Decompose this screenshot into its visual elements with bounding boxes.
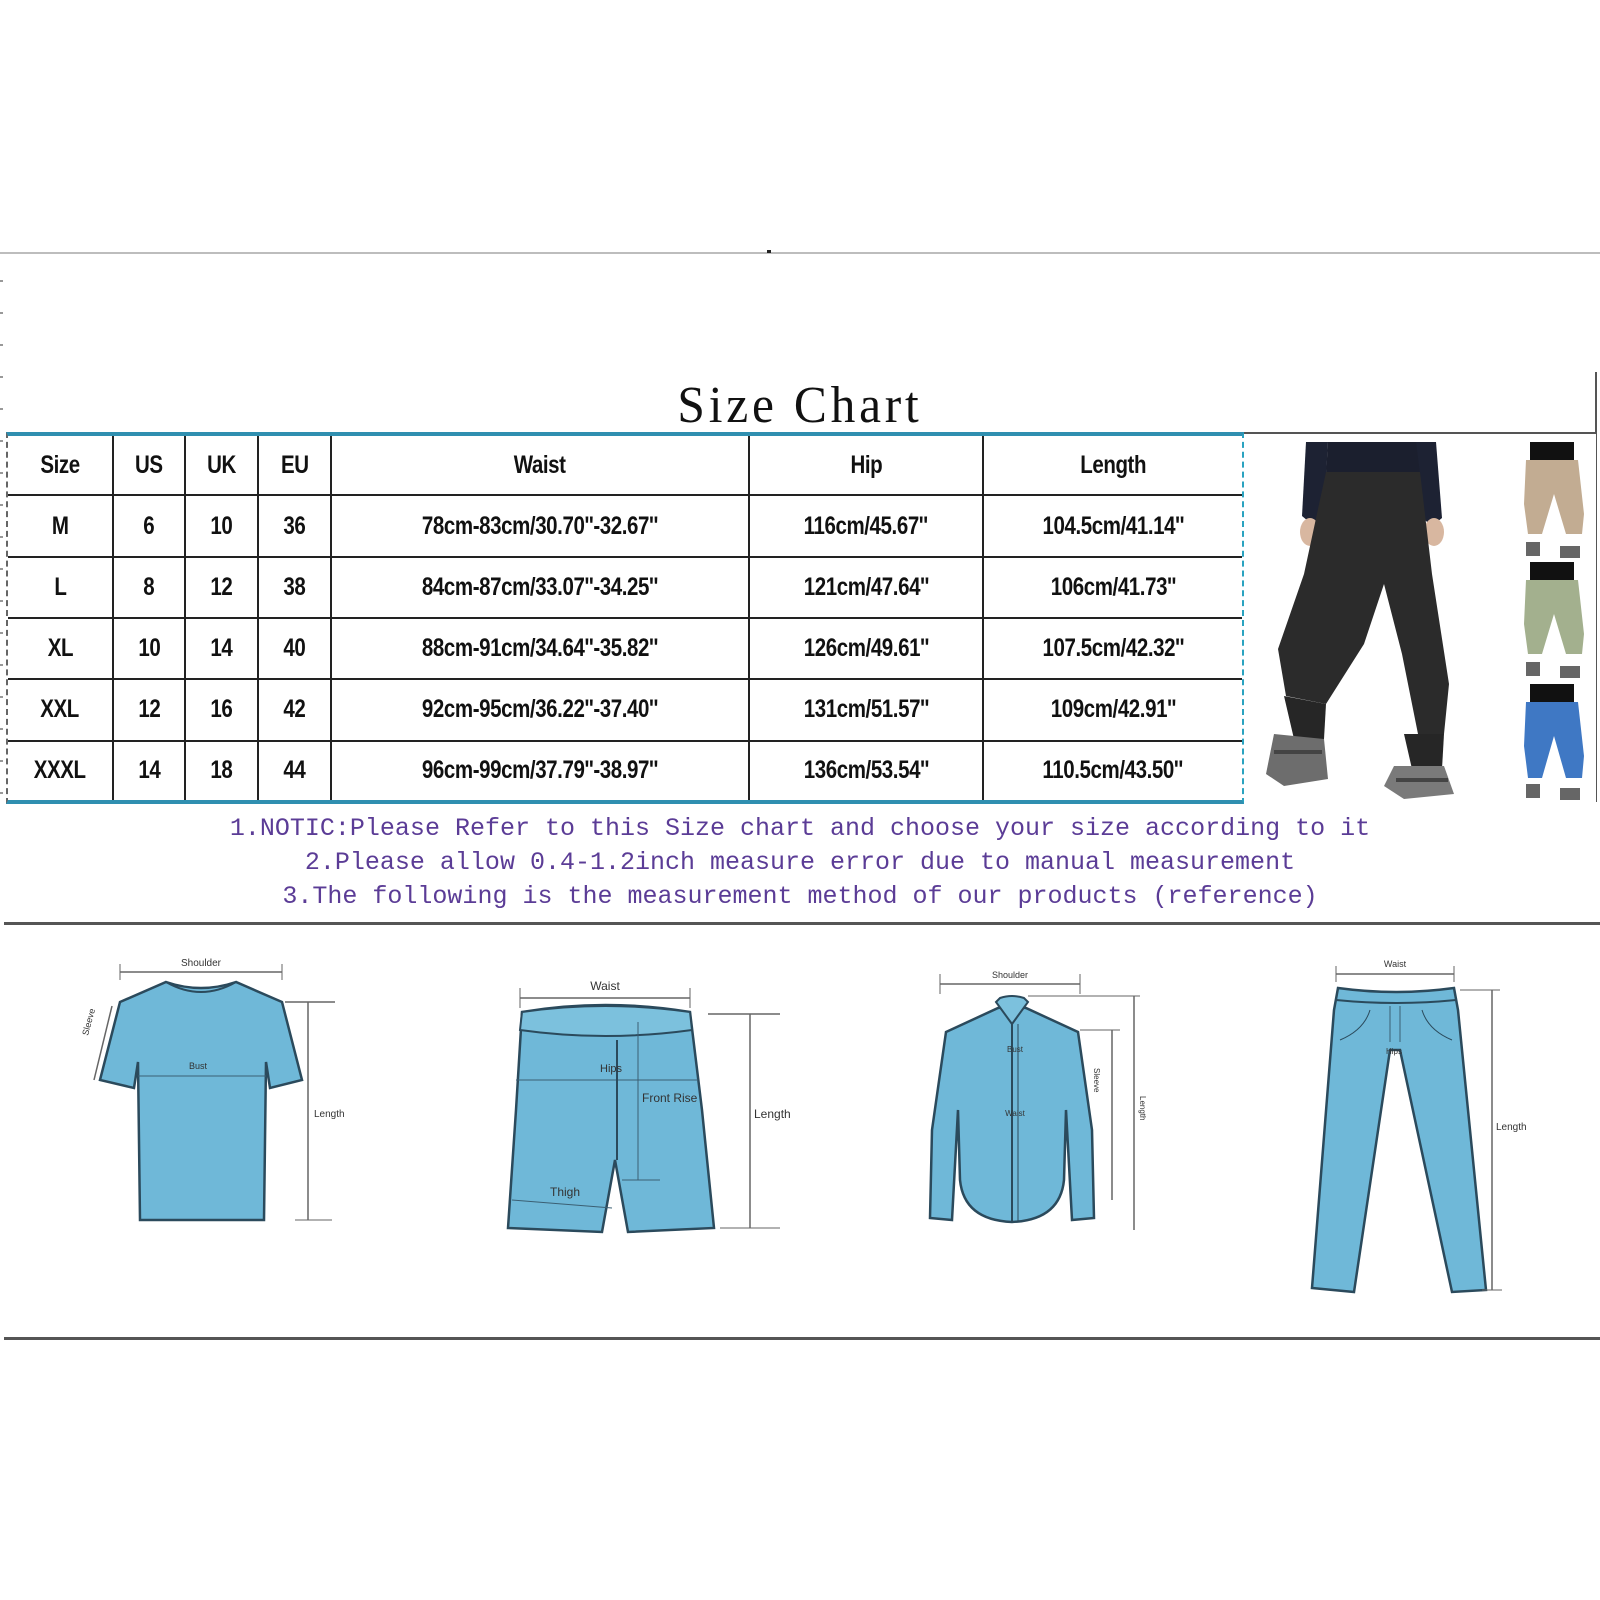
cell-length: 104.5cm/41.14''	[983, 495, 1242, 556]
harem-pants-photo-icon	[1244, 434, 1596, 806]
left-ruler-ticks	[0, 280, 3, 800]
header-us: US	[113, 436, 185, 495]
note-3: 3.The following is the measurement method of our products (reference)	[282, 882, 1318, 911]
tshirt-shoulder-label: Shoulder	[180, 958, 222, 969]
note-2: 2.Please allow 0.4-1.2inch measure error due to manual measurement	[304, 848, 1296, 877]
variant-blue-pants	[1524, 684, 1584, 800]
main-model-black-pants	[1266, 442, 1454, 799]
cell-us: 12	[113, 679, 185, 740]
header-eu: EU	[258, 436, 331, 495]
cell-uk: 16	[185, 679, 258, 740]
shorts-length-label: Length	[754, 1107, 791, 1121]
cell-length: 107.5cm/42.32''	[983, 618, 1242, 679]
header-waist: Waist	[331, 436, 749, 495]
variant-khaki-pants	[1524, 442, 1584, 558]
cell-size: XXXL	[8, 741, 113, 800]
pants-hips-label: Hips	[1385, 1047, 1403, 1056]
variant-green-pants	[1524, 562, 1584, 678]
cell-eu: 44	[258, 741, 331, 800]
product-photos	[1244, 432, 1596, 806]
cell-hip: 136cm/53.54''	[749, 741, 983, 800]
cell-waist: 84cm-87cm/33.07''-34.25''	[331, 557, 749, 618]
cell-us: 10	[113, 618, 185, 679]
cell-hip: 121cm/47.64''	[749, 557, 983, 618]
shorts-hips-label: Hips	[600, 1063, 623, 1075]
cell-eu: 42	[258, 679, 331, 740]
cell-hip: 131cm/51.57''	[749, 679, 983, 740]
header-hip: Hip	[749, 436, 983, 495]
table-row	[8, 618, 1242, 679]
header-uk: UK	[185, 436, 258, 495]
cell-eu: 38	[258, 557, 331, 618]
cell-eu: 36	[258, 495, 331, 556]
cell-size: L	[8, 557, 113, 618]
shirt-length-label: Length	[1138, 1096, 1147, 1121]
pants-waist-label: Waist	[1383, 959, 1407, 969]
top-divider	[0, 252, 1600, 254]
cell-waist: 92cm-95cm/36.22''-37.40''	[331, 679, 749, 740]
cell-hip: 116cm/45.67''	[749, 495, 983, 556]
note-1: 1.NOTIC:Please Refer to this Size chart and choose your size according to it	[229, 814, 1371, 843]
cell-uk: 12	[185, 557, 258, 618]
cell-hip: 126cm/49.61''	[749, 618, 983, 679]
cell-size: XL	[8, 618, 113, 679]
cell-size: M	[8, 495, 113, 556]
table-row	[8, 557, 1242, 618]
cell-size: XXL	[8, 679, 113, 740]
bottom-divider	[4, 1337, 1600, 1340]
shirt-sleeve-label: Sleeve	[1092, 1068, 1101, 1093]
cell-us: 8	[113, 557, 185, 618]
table-header-row	[8, 436, 1242, 495]
shirt-bust-label: Bust	[1006, 1045, 1024, 1054]
cell-length: 110.5cm/43.50''	[983, 741, 1242, 800]
tshirt-measurement-diagram	[70, 950, 360, 1240]
cell-us: 6	[113, 495, 185, 556]
cell-waist: 96cm-99cm/37.79''-38.97''	[331, 741, 749, 800]
size-table-container	[6, 432, 1244, 804]
cell-us: 14	[113, 741, 185, 800]
cell-uk: 18	[185, 741, 258, 800]
shorts-waist-label: Waist	[590, 979, 620, 993]
shorts-front-rise-label: Front Rise	[642, 1091, 698, 1105]
cell-waist: 78cm-83cm/30.70''-32.67''	[331, 495, 749, 556]
tshirt-bust-label: Bust	[188, 1061, 208, 1071]
cell-uk: 10	[185, 495, 258, 556]
tshirt-sleeve-label: Sleeve	[80, 1007, 98, 1037]
tshirt-length-label: Length	[314, 1109, 345, 1120]
shirt-measurement-diagram	[900, 940, 1160, 1240]
top-marker	[767, 250, 771, 253]
shirt-shoulder-label: Shoulder	[991, 970, 1029, 980]
shorts-thigh-label: Thigh	[550, 1185, 581, 1199]
header-size: Size	[8, 436, 113, 495]
table-row	[8, 741, 1242, 800]
cell-length: 106cm/41.73''	[983, 557, 1242, 618]
pants-measurement-diagram	[1290, 930, 1550, 1320]
cell-waist: 88cm-91cm/34.64''-35.82''	[331, 618, 749, 679]
cell-eu: 40	[258, 618, 331, 679]
cell-length: 109cm/42.91''	[983, 679, 1242, 740]
table-row	[8, 679, 1242, 740]
shirt-waist-label: Waist	[1005, 1109, 1025, 1118]
pants-length-label: Length	[1496, 1122, 1527, 1133]
size-notes	[0, 812, 1600, 914]
shorts-measurement-diagram	[480, 950, 810, 1240]
size-table	[8, 436, 1242, 800]
page-title: Size Chart	[677, 377, 923, 434]
table-row	[8, 495, 1242, 556]
cell-uk: 14	[185, 618, 258, 679]
header-length: Length	[983, 436, 1242, 495]
mid-divider	[4, 922, 1600, 925]
